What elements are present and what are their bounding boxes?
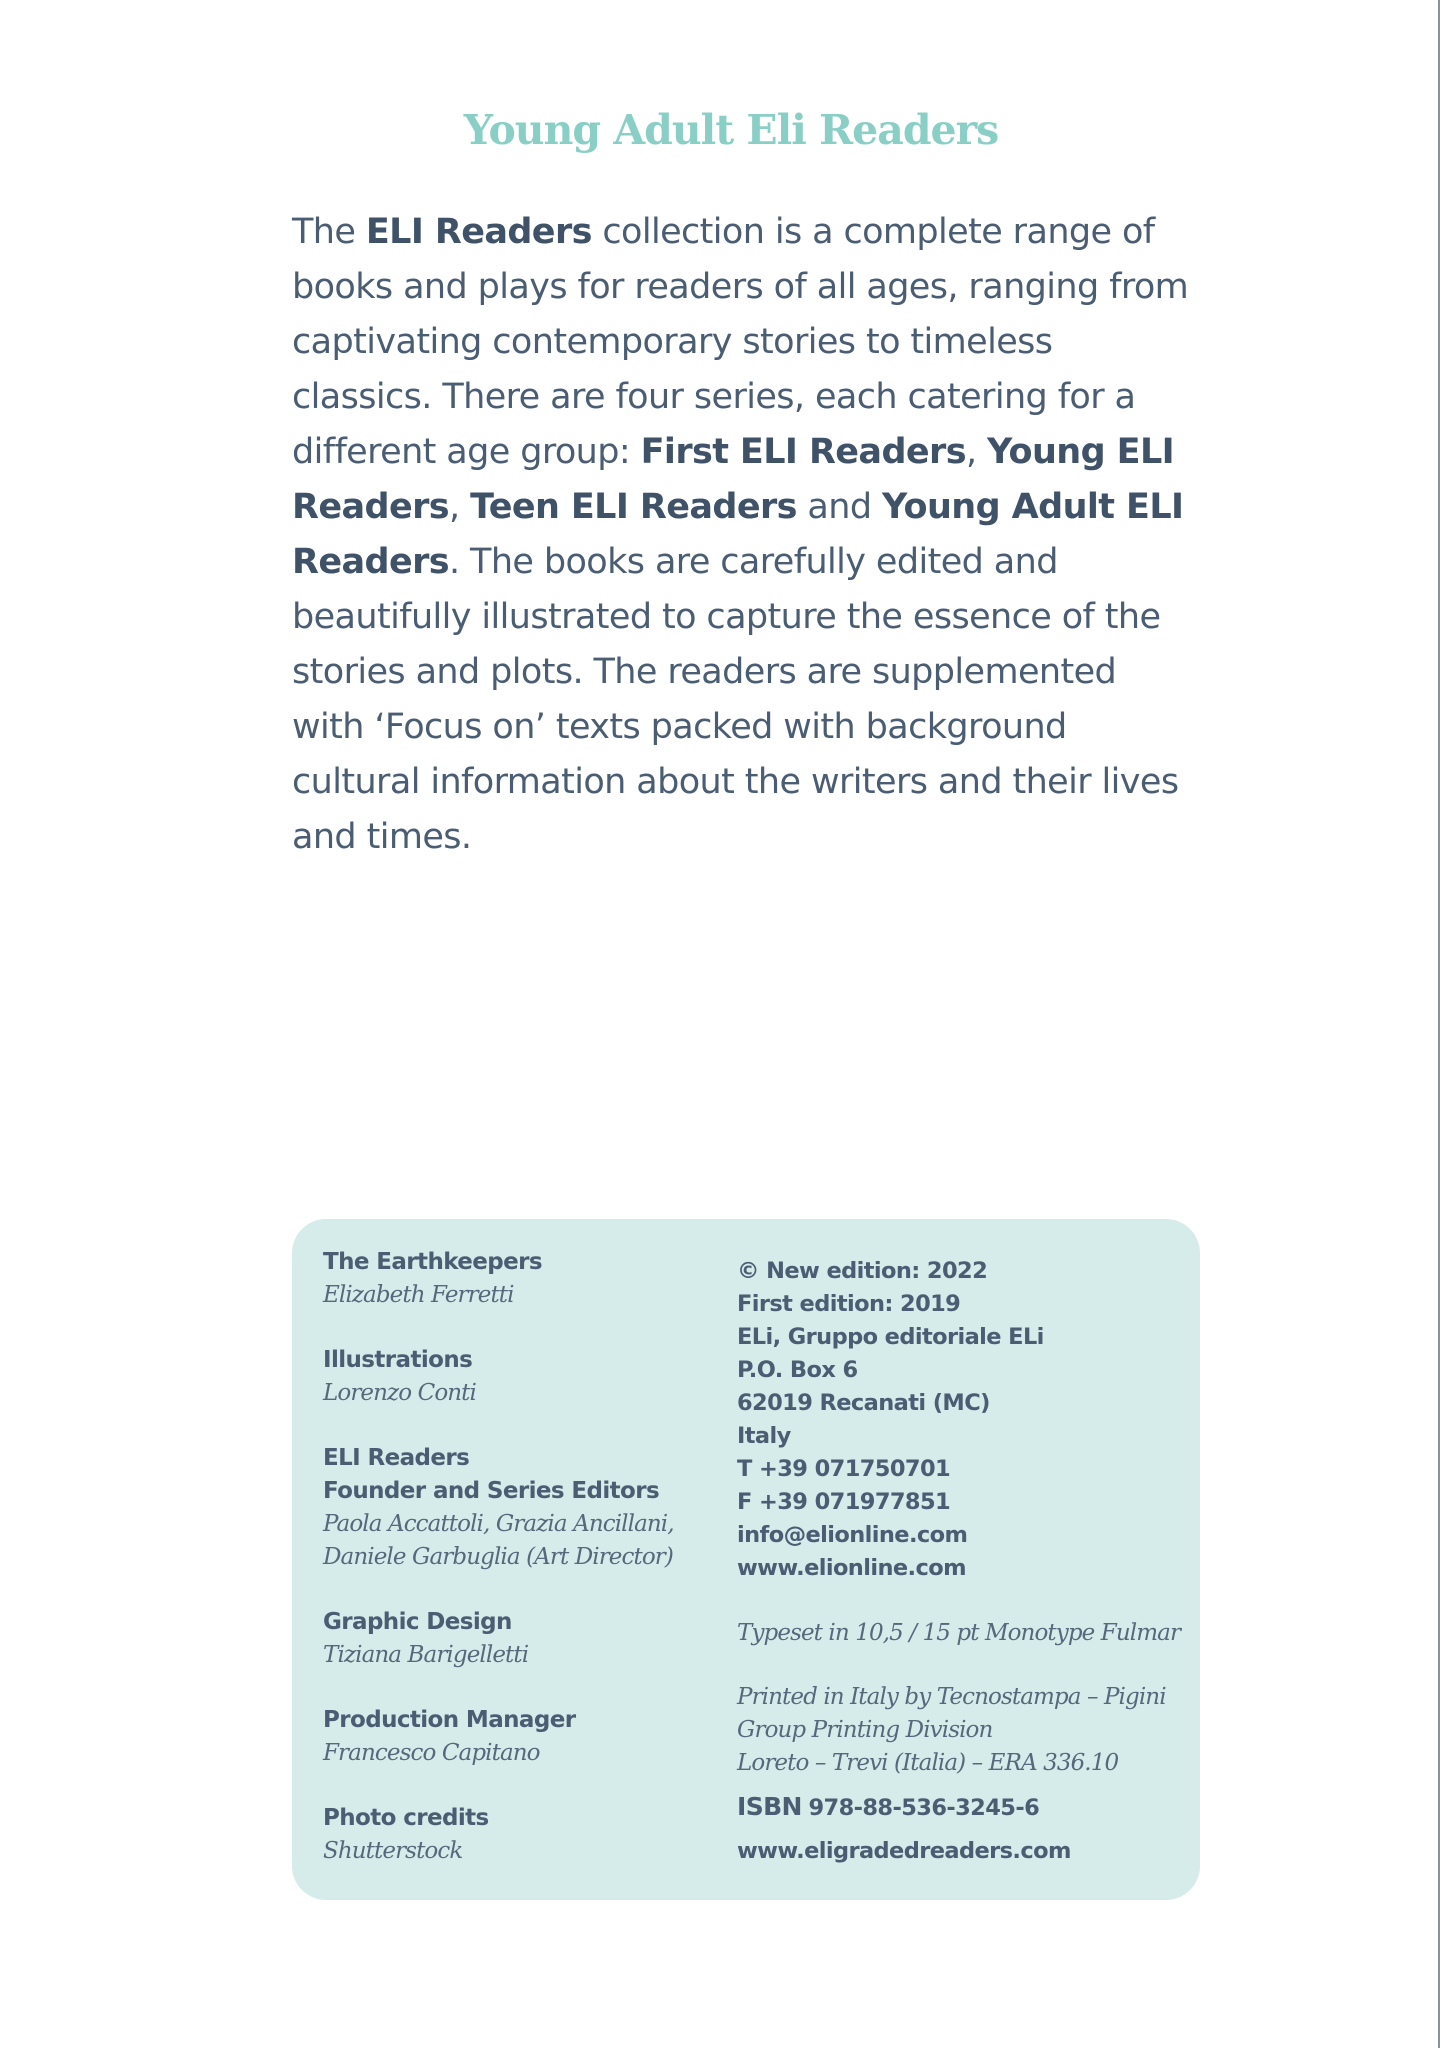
photo-label: Photo credits — [323, 1805, 489, 1831]
intro-paragraph — [292, 205, 1192, 865]
publisher-city: 62019 Recanati (MC) — [737, 1390, 990, 1416]
page-title: Young Adult Eli Readers — [463, 106, 999, 154]
production-label: Production Manager — [323, 1707, 576, 1733]
page-edge-line — [1438, 0, 1440, 2048]
graded-readers-website: www.eligradedreaders.com — [737, 1838, 1071, 1864]
publisher-name: ELi, Gruppo editoriale ELi — [737, 1324, 1044, 1350]
intro-text: , — [965, 432, 987, 472]
typeset-info: Typeset in 10,5 / 15 pt Monotype Fulmar — [737, 1620, 1181, 1646]
intro-text: and — [796, 487, 882, 527]
production-manager-name: Francesco Capitano — [323, 1740, 540, 1766]
isbn-label: ISBN — [737, 1792, 802, 1821]
illustrator-name: Lorenzo Conti — [323, 1380, 476, 1406]
intro-text: The — [292, 212, 366, 252]
publisher-phone: T +39 071750701 — [737, 1456, 951, 1482]
publisher-website: www.elionline.com — [737, 1555, 966, 1581]
design-label: Graphic Design — [323, 1609, 512, 1635]
credit-production — [323, 1704, 713, 1770]
publisher-email: info@elionline.com — [737, 1522, 968, 1548]
intro-text: . The books are carefully edited and beautifully illustrated to capture the essence of the stories and plots. The readers are supplemented with ‘Focus on’ texts packed with background cultural information about the writers and their lives and times. — [292, 542, 1179, 857]
publisher-po-box: P.O. Box 6 — [737, 1357, 858, 1383]
intro-bold-first-eli-readers: First ELI Readers — [640, 432, 966, 472]
editors-names: Daniele Garbuglia (Art Director) — [323, 1544, 673, 1570]
book-title: The Earthkeepers — [323, 1249, 542, 1275]
editors-names: Paola Accattoli, Grazia Ancillani, — [323, 1511, 674, 1537]
intro-bold-young-eli-readers: Young ELI Readers — [292, 432, 1175, 527]
intro-bold-eli-readers: ELI Readers — [365, 212, 592, 252]
intro-text: , — [449, 487, 471, 527]
printer-line: Group Printing Division — [737, 1717, 993, 1743]
book-author: Elizabeth Ferretti — [323, 1282, 514, 1308]
printer-line: Printed in Italy by Tecnostampa – Pigini — [737, 1684, 1166, 1710]
credit-illustrations — [323, 1344, 713, 1410]
first-edition: First edition: 2019 — [737, 1291, 961, 1317]
publisher-fax: F +39 071977851 — [737, 1489, 951, 1515]
editors-label: ELI Readers — [323, 1445, 470, 1471]
publisher-country: Italy — [737, 1423, 791, 1449]
isbn — [737, 1790, 1192, 1825]
credit-book — [323, 1246, 713, 1312]
designer-name: Tiziana Barigelletti — [323, 1642, 529, 1668]
credit-design — [323, 1606, 713, 1672]
photo-source: Shutterstock — [323, 1838, 463, 1864]
credits-box — [292, 1219, 1200, 1900]
new-edition: © New edition: 2022 — [737, 1258, 988, 1284]
isbn-number: 978-88-536-3245-6 — [808, 1795, 1040, 1821]
credit-photo — [323, 1802, 713, 1868]
illustrations-label: Illustrations — [323, 1347, 473, 1373]
publisher-column — [737, 1255, 1192, 1868]
intro-bold-young-adult-eli-readers: Young Adult ELI Readers — [292, 487, 1184, 582]
credit-editors — [323, 1442, 713, 1574]
printer-info — [737, 1681, 1192, 1780]
intro-bold-teen-eli-readers: Teen ELI Readers — [470, 487, 797, 527]
editors-role-label: Founder and Series Editors — [323, 1478, 660, 1504]
credits-column — [323, 1246, 713, 1900]
intro-text: collection is a complete range of books and plays for readers of all ages, ranging from captivating contemporary stories to timeless classics. There are four series, each catering for a different age group: — [292, 212, 1189, 472]
printer-line: Loreto – Trevi (Italia) – ERA 336.10 — [737, 1750, 1119, 1776]
